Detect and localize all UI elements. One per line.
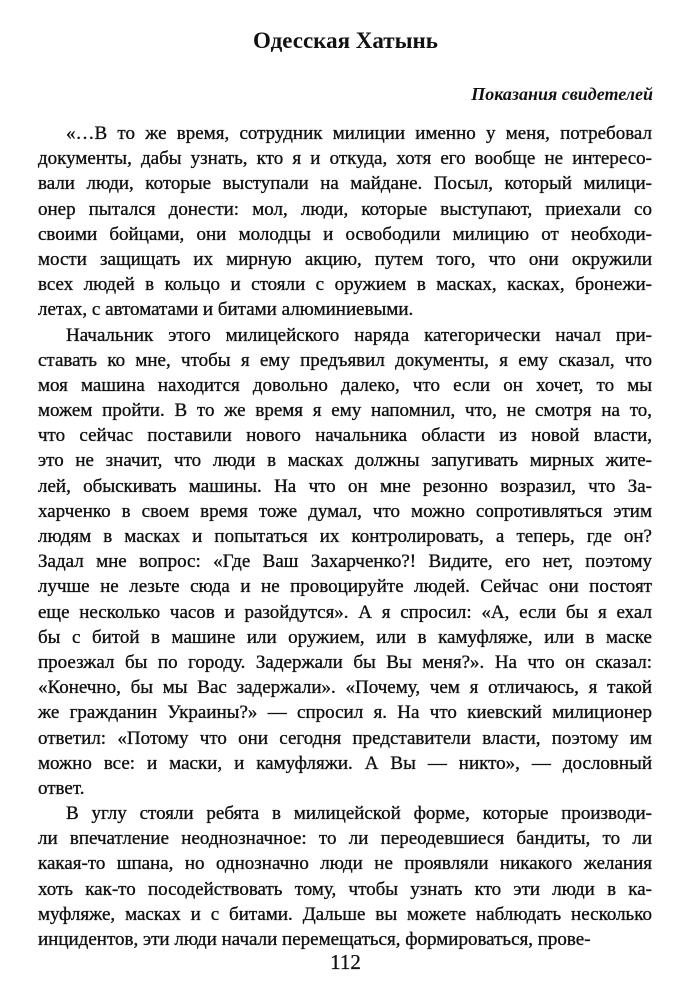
- text-line: летах, с автоматами и битами алюминиевыми.: [38, 299, 414, 321]
- text-line: Начальник этого милицейского наряда категорически начал при-: [66, 324, 652, 346]
- text-line: В углу стояли ребята в милицейской форме, которые производи-: [66, 803, 652, 825]
- text-line: инцидентов, эти люди начали перемещаться, формироваться, прове-: [38, 929, 591, 950]
- text-line: «…В то же время, сотрудник милиции именно у меня, потребовал: [66, 123, 652, 144]
- body-text: [38, 121, 652, 952]
- text-line: моя машина находится довольно далеко, что если он хочет, то мы: [38, 374, 652, 396]
- text-line: «Конечно, бы мы Вас задержали». «Почему, чем я отличаюсь, я такой: [38, 677, 652, 699]
- text-line: муфляже, масках и с битами. Дальше вы можете наблюдать несколько: [38, 903, 652, 925]
- text-line: еще несколько часов и разойдутся». А я спросил: «А, если бы я ехал: [38, 601, 652, 623]
- text-line: людям в масках и попытаться их контролировать, а теперь, где он?: [38, 526, 652, 547]
- text-line: что сейчас поставили нового начальника области из новой власти,: [38, 425, 652, 447]
- section-subtitle: Показания свидетелей: [471, 84, 653, 104]
- text-line: какая-то шпана, но однозначно люди не проявляли никакого желания: [38, 853, 652, 875]
- text-line: можно все: и маски, и камуфляжи. А Вы — никто», — дословный: [38, 752, 652, 774]
- text-line: документы, дабы узнать, кто я и откуда, хотя его вообще не интересо-: [38, 148, 652, 170]
- text-line: харченко в своем время тоже думал, что можно сопротивляться этим: [38, 500, 652, 522]
- text-line: мости защищать их мирную акцию, путем того, что они окружили: [38, 248, 652, 270]
- page-number: 112: [330, 950, 361, 974]
- text-line: онер пытался донести: мол, люди, которые выступают, приехали со: [38, 198, 652, 220]
- page-title: Одесская Хатынь: [253, 28, 438, 53]
- text-line: ставать ко мне, чтобы я ему предъявил документы, я ему сказал, что: [38, 349, 652, 371]
- text-line: всех людей в кольцо и стояли с оружием в масках, касках, бронежи-: [38, 274, 652, 296]
- text-line: своими бойцами, они молодцы и освободили милицию от необходи-: [38, 223, 652, 245]
- text-line: лучше не лезьте сюда и не провоцируйте людей. Сейчас они постоят: [38, 576, 652, 598]
- text-line: хоть как-то посодействовать тому, чтобы узнать кто эти люди в ка-: [38, 878, 652, 900]
- text-line: же гражданин Украины?» — спросил я. На что киевский милиционер: [38, 702, 652, 724]
- text-line: лей, обыскивать машины. На что он мне резонно возразил, что За-: [38, 475, 652, 497]
- text-line: проезжал бы по городу. Задержали бы Вы меня?». На что он сказал:: [38, 651, 652, 673]
- text-line: ответ.: [38, 777, 85, 799]
- text-line: это не значит, что люди в масках должны запугивать мирных жите-: [38, 450, 652, 472]
- text-line: бы с битой в машине или оружием, или в камуфляже, или в маске: [38, 626, 652, 648]
- text-line: ответил: «Потому что они сегодня представители власти, поэтому им: [38, 727, 652, 749]
- text-line: вали люди, которые выступали на майдане. Посыл, который милици-: [38, 173, 652, 195]
- text-line: ли впечатление неоднозначное: то ли переодевшиеся бандиты, то ли: [38, 828, 652, 850]
- text-line: можем пройти. В то же время я ему напомнил, что, не смотря на то,: [38, 400, 652, 422]
- text-line: Задал мне вопрос: «Где Ваш Захарченко?! Видите, его нет, поэтому: [38, 551, 652, 573]
